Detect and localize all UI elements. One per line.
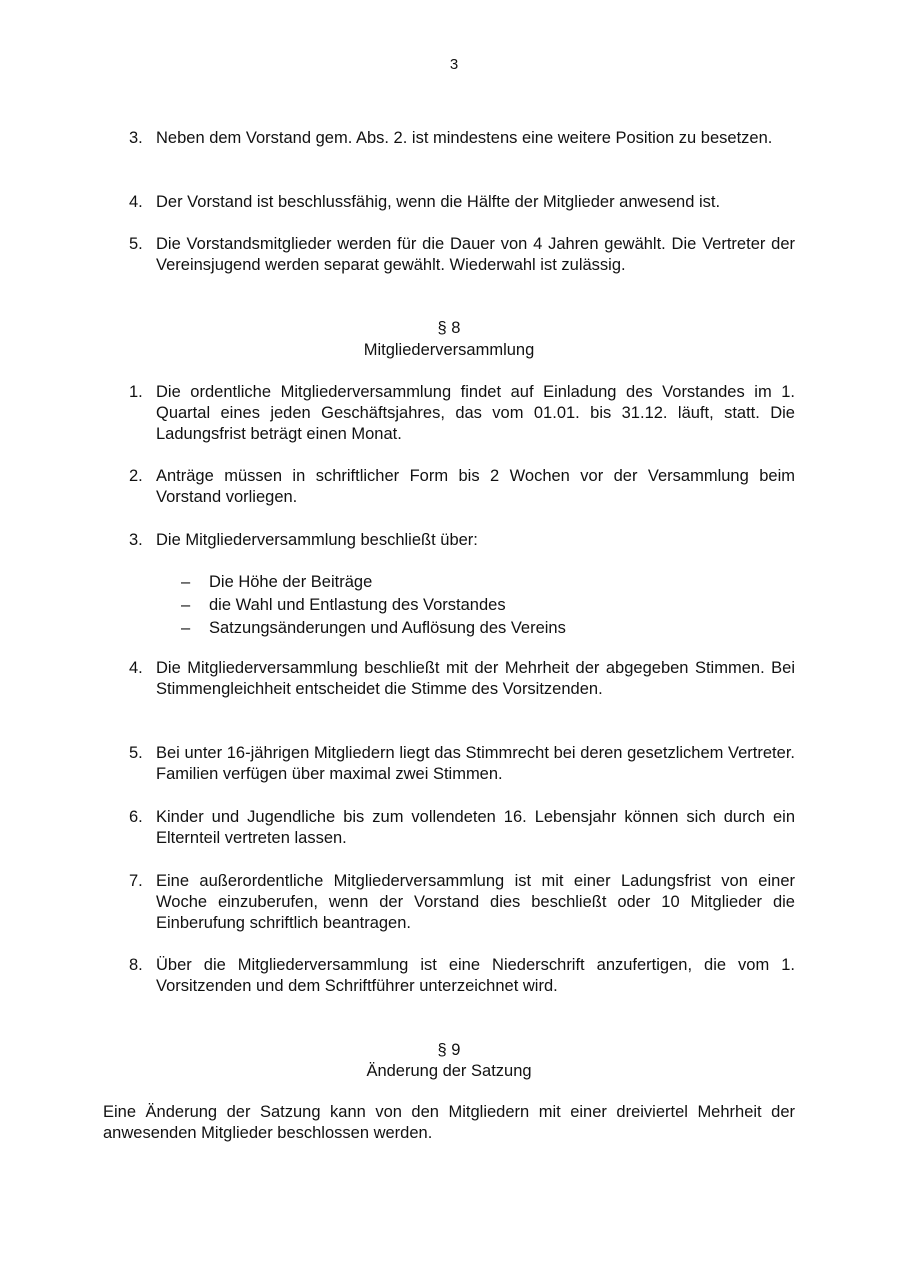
item-number: 6.	[129, 808, 143, 826]
item-text: Bei unter 16-jährigen Mitgliedern liegt das Stimmrecht bei deren gesetzlichem Vertreter. Familien verfügen über maximal zwei Stimmen.	[156, 744, 795, 783]
sub-list	[181, 572, 741, 641]
dash-bullet: –	[181, 619, 191, 637]
sub-item-text: Die Höhe der Beiträge	[209, 573, 373, 591]
sec8-item-6	[129, 807, 795, 849]
sec7-item-3	[129, 128, 795, 149]
sec8-item-3	[129, 530, 795, 551]
item-number: 3.	[129, 531, 143, 549]
item-number: 4.	[129, 193, 143, 211]
section-number-9: § 9	[437, 1041, 461, 1059]
sub-list-item	[181, 595, 741, 618]
item-number: 4.	[129, 659, 143, 677]
sub-list-item	[181, 618, 741, 641]
sec8-item-2	[129, 466, 795, 508]
sub-item-text: die Wahl und Entlastung des Vorstandes	[209, 596, 506, 614]
sec8-item-1	[129, 382, 795, 445]
sec7-item-5	[129, 234, 795, 276]
item-number: 3.	[129, 129, 143, 147]
item-text: Eine außerordentliche Mitgliederversammlung ist mit einer Ladungsfrist von einer Woche einzuberufen, wenn der Vorstand dies beschließt oder 10 Mitglieder die Einberufung schriftlich beantragen.	[156, 872, 795, 932]
dash-bullet: –	[181, 573, 191, 591]
section-number-8: § 8	[437, 319, 461, 337]
item-text: Anträge müssen in schriftlicher Form bis 2 Wochen vor der Versammlung beim Vorstand vorliegen.	[156, 467, 795, 506]
item-text: Über die Mitgliederversammlung ist eine Niederschrift anzufertigen, die vom 1. Vorsitzenden und dem Schriftführer unterzeichnet wird.	[156, 956, 795, 995]
dash-bullet: –	[181, 596, 191, 614]
item-text: Die Mitgliederversammlung beschließt über:	[156, 531, 478, 549]
item-text: Die Vorstandsmitglieder werden für die Dauer von 4 Jahren gewählt. Die Vertreter der Vereinsjugend werden separat gewählt. Wiederwahl ist zulässig.	[156, 235, 795, 274]
sec9-paragraph: Eine Änderung der Satzung kann von den Mitgliedern mit einer dreiviertel Mehrheit der anwesenden Mitglieder beschlossen werden.	[103, 1103, 795, 1142]
item-number: 5.	[129, 235, 143, 253]
sub-item-text: Satzungsänderungen und Auflösung des Vereins	[209, 619, 566, 637]
item-text: Die Mitgliederversammlung beschließt mit der Mehrheit der abgegeben Stimmen. Bei Stimmengleichheit entscheidet die Stimme des Vorsitzenden.	[156, 659, 795, 698]
item-text: Die ordentliche Mitgliederversammlung findet auf Einladung des Vorstandes im 1. Quartal eines jeden Geschäftsjahres, das vom 01.01. bis 31.12. läuft, statt. Die Ladungsfrist beträgt einen Monat.	[156, 383, 795, 443]
sec7-item-4	[129, 192, 795, 213]
item-number: 1.	[129, 383, 143, 401]
item-number: 2.	[129, 467, 143, 485]
sec8-item-8	[129, 955, 795, 997]
section-title-8: Mitgliederversammlung	[363, 341, 535, 359]
sec8-item-7	[129, 871, 795, 934]
section-title-9: Änderung der Satzung	[366, 1062, 532, 1080]
sec8-item-4	[129, 658, 795, 700]
item-number: 5.	[129, 744, 143, 762]
item-text: Kinder und Jugendliche bis zum vollendeten 16. Lebensjahr können sich durch ein Elternteil vertreten lassen.	[156, 808, 795, 847]
item-number: 7.	[129, 872, 143, 890]
item-number: 8.	[129, 956, 143, 974]
sub-list-item	[181, 572, 741, 595]
page-number: 3	[449, 56, 459, 73]
item-text: Der Vorstand ist beschlussfähig, wenn die Hälfte der Mitglieder anwesend ist.	[156, 193, 721, 211]
item-text: Neben dem Vorstand gem. Abs. 2. ist mindestens eine weitere Position zu besetzen.	[156, 129, 773, 147]
sec8-item-5	[129, 743, 795, 785]
